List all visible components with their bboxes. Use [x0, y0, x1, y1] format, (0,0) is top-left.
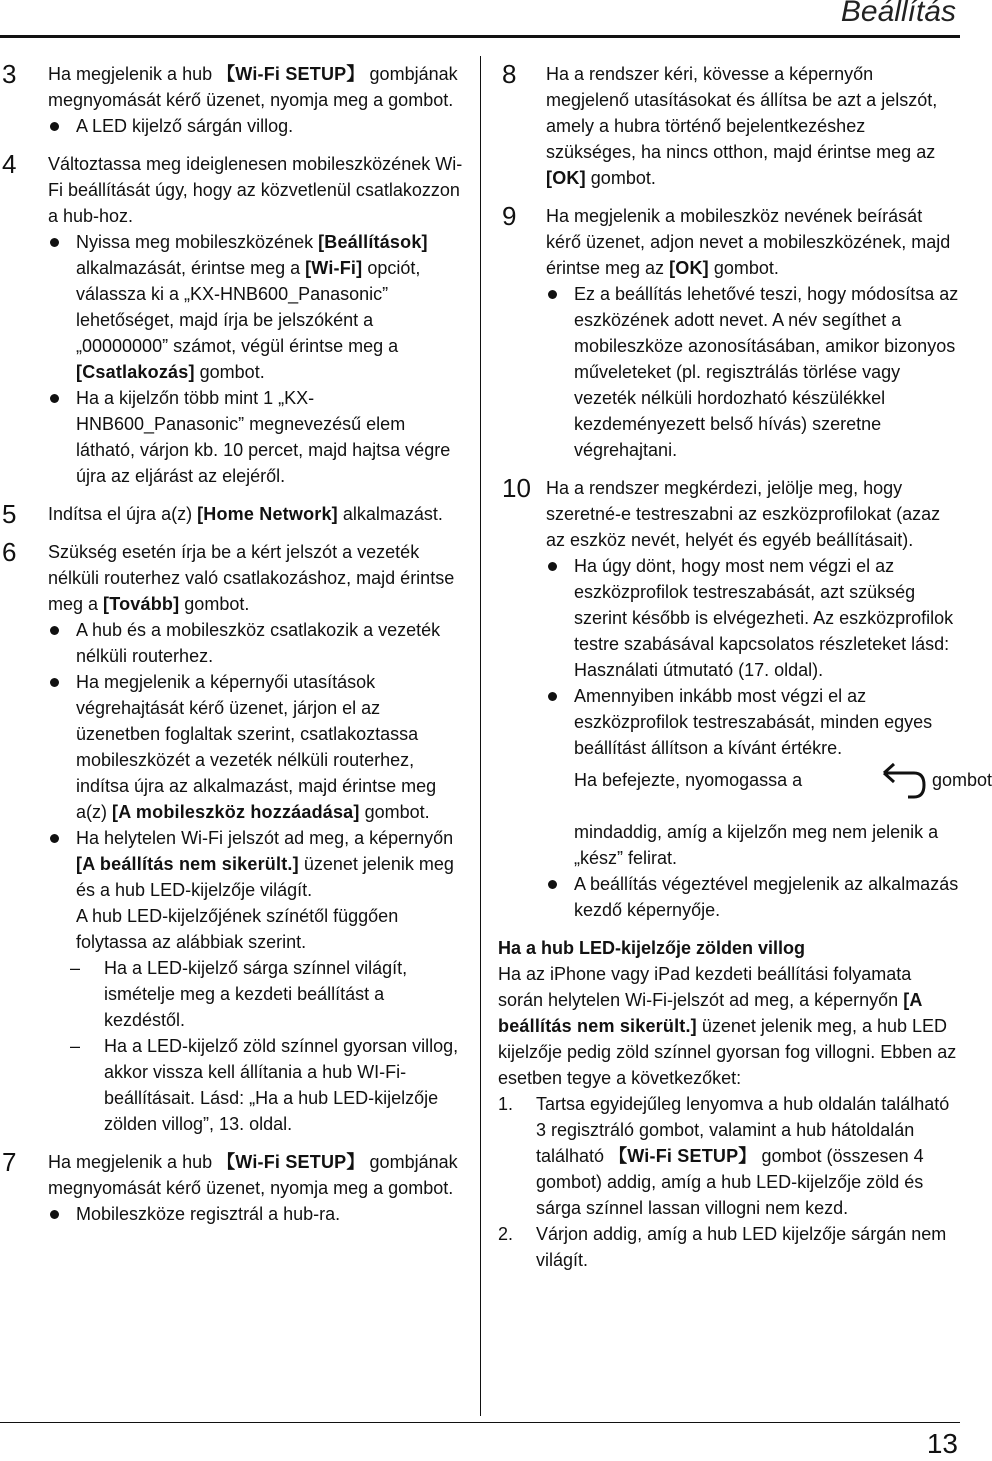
header-rule: [0, 35, 960, 38]
bullet-dot-icon: [548, 562, 557, 571]
step-text: Szükség esetén írja be a kért jelszót a vezeték nélküli routerhez való csatlakozáshoz, majd érintse meg a [Tovább] gombot.: [48, 542, 455, 614]
bullet-dot-icon: [548, 880, 557, 889]
step-number: 4: [2, 149, 17, 179]
step-number: 6: [2, 537, 17, 567]
bullet-dot-icon: [50, 394, 59, 403]
dash-item: – Ha a LED-kijelző sárga színnel világít, ismételje meg a kezdeti beállítást a kezdéstől.: [48, 955, 466, 1033]
step-5: [0, 501, 466, 527]
column-divider: [480, 56, 481, 1416]
section-heading: Ha a hub LED-kijelzője zölden villog: [498, 938, 806, 958]
return-button-instruction: [546, 767, 992, 819]
bullet-item: Ez a beállítás lehetővé teszi, hogy módosítsa az eszközének adott nevet. A név segíthet a mobileszköze azonosításában, amikor bizonyos műveleteket (pl. regisztrálás törlése vagy vezeték nélküli hordozható készülékkel kezdeményezett belső hívás) szeretne végrehajtani.: [546, 281, 960, 463]
bullet-item: A LED kijelző sárgán villog.: [48, 113, 466, 139]
bullet-item: Ha helytelen Wi-Fi jelszót ad meg, a képernyőn [A beállítás nem sikerült.] üzenet jelenik meg és a hub LED-kijelzője világít.: [48, 825, 466, 903]
instruction-text: gombot: [932, 770, 992, 790]
step-7: [0, 1149, 466, 1227]
page-header-title: Beállítás: [840, 0, 956, 28]
bullet-dot-icon: [50, 238, 59, 247]
return-icon: [878, 759, 928, 805]
bullet-dot-icon: [50, 678, 59, 687]
bullet-item: Ha megjelenik a képernyői utasítások végrehajtását kérő üzenet, járjon el az üzenetben foglaltak szerint, csatlakoztassa mobileszközét a vezeték nélküli routerhez, indítsa újra az alkalmazást, majd érintse meg a(z) [A mobileszköz hozzáadása] gombot.: [48, 669, 466, 825]
step-number: 8: [502, 59, 517, 89]
bullet-dot-icon: [50, 834, 59, 843]
step-number: 5: [2, 499, 17, 529]
step-8: [500, 61, 960, 191]
numbered-item: 2. Várjon addig, amíg a hub LED kijelzője sárgán nem világít.: [498, 1224, 947, 1270]
bullet-dot-icon: [548, 290, 557, 299]
bullet-dot-icon: [50, 1210, 59, 1219]
bullet-dot-icon: [548, 692, 557, 701]
step-6: [0, 539, 466, 1137]
led-green-section: [498, 935, 960, 1273]
step-number: 9: [502, 201, 517, 231]
bullet-continuation: A hub LED-kijelzőjének színétől függően folytassa az alábbiak szerint.: [76, 906, 399, 952]
step-10: [500, 473, 992, 923]
step-text: Ha megjelenik a mobileszköz nevének beírását kérő üzenet, adjon nevet a mobileszközének, majd érintse meg az [OK] gombot.: [546, 206, 951, 278]
footer-rule: [0, 1422, 960, 1423]
bullet-item: Amennyiben inkább most végzi el az eszközprofilok testreszabását, minden egyes beállítást állítson a kívánt értékre.: [546, 683, 960, 761]
step-text: Ha megjelenik a hub 【Wi-Fi SETUP】 gombjának megnyomását kérő üzenet, nyomja meg a gombot.: [48, 64, 458, 110]
step-4: [0, 151, 466, 489]
instruction-text: Ha befejezte, nyomogassa a: [574, 770, 803, 790]
section-paragraph: Ha az iPhone vagy iPad kezdeti beállítási folyamata során helytelen Wi-Fi-jelszót ad meg, a képernyőn [A beállítás nem sikerült.] üzenet jelenik meg, a hub LED kijelzője pedig zöld színnel gyorsan fog villogni. Ebben az esetben tegye a következőket:: [498, 964, 957, 1088]
step-number: 3: [2, 59, 17, 89]
step-number: 7: [2, 1147, 17, 1177]
step-number: 10: [502, 473, 531, 503]
right-column: [498, 59, 992, 1273]
step-text: Ha megjelenik a hub 【Wi-Fi SETUP】 gombjának megnyomását kérő üzenet, nyomja meg a gombot.: [48, 1152, 458, 1198]
bullet-item: A beállítás végeztével megjelenik az alkalmazás kezdő képernyője.: [546, 871, 960, 923]
numbered-item: 1. Tartsa egyidejűleg lenyomva a hub oldalán található 3 regisztráló gombot, valamint a hub hátoldalán található 【Wi-Fi SETUP】 gombot (összesen 4 gombot) addig, amíg a hub LED-kijelzője zöld és sárga színnel lassan villogni nem kezd.: [498, 1094, 950, 1218]
bullet-item: Nyissa meg mobileszközének [Beállítások] alkalmazását, érintse meg a [Wi-Fi] opciót, válassza ki a „KX-HNB600_Panasonic” lehetőséget, majd írja be jelszóként a „00000000” számot, végül érintse meg a [Csatlakozás] gombot.: [48, 229, 466, 385]
bullet-item: Ha a kijelzőn több mint 1 „KX-HNB600_Panasonic” megnevezésű elem látható, várjon kb. 10 percet, majd hajtsa végre újra az eljárást az elejéről.: [48, 385, 466, 489]
dash-marker: –: [70, 1036, 81, 1056]
bullet-dot-icon: [50, 122, 59, 131]
bullet-item: A hub és a mobileszköz csatlakozik a vezeték nélküli routerhez.: [48, 617, 466, 669]
step-text: Indítsa el újra a(z) [Home Network] alkalmazást.: [48, 504, 443, 524]
bullet-item: Mobileszköze regisztrál a hub-ra.: [48, 1201, 466, 1227]
page-number: 13: [926, 1428, 958, 1459]
dash-marker: –: [70, 958, 81, 978]
step-text: Ha a rendszer kéri, kövesse a képernyőn megjelenő utasításokat és állítsa be azt a jelszót, amely a hubra történő bejelentkezéshez szükséges, ha nincs otthon, majd érintse meg az [OK] gombot.: [546, 64, 938, 188]
bullet-continuation: mindaddig, amíg a kijelzőn meg nem jelenik a „kész” felirat.: [574, 822, 939, 868]
step-text: Ha a rendszer megkérdezi, jelölje meg, hogy szeretné-e testreszabni az eszközprofilokat (azaz az eszköz nevét, helyét és egyéb beállításait).: [546, 478, 941, 550]
bullet-dot-icon: [50, 626, 59, 635]
bullet-item: Ha úgy dönt, hogy most nem végzi el az eszközprofilok testreszabását, azt szükség szerint később is elvégezheti. Az eszközprofilok testre szabásával kapcsolatos részleteket lásd: Használati útmutató (17. oldal).: [546, 553, 960, 683]
step-3: [0, 61, 466, 139]
step-9: [500, 203, 960, 463]
dash-item: – Ha a LED-kijelző zöld színnel gyorsan villog, akkor vissza kell állítania a hub WI-Fi-beállításait. Lásd: „Ha a hub LED-kijelzője zölden villog”, 13. oldal.: [48, 1033, 466, 1137]
step-text: Változtassa meg ideiglenesen mobileszközének Wi-Fi beállítását úgy, hogy az közvetlenül csatlakozzon a hub-hoz.: [48, 154, 463, 226]
left-column: [0, 61, 466, 1239]
